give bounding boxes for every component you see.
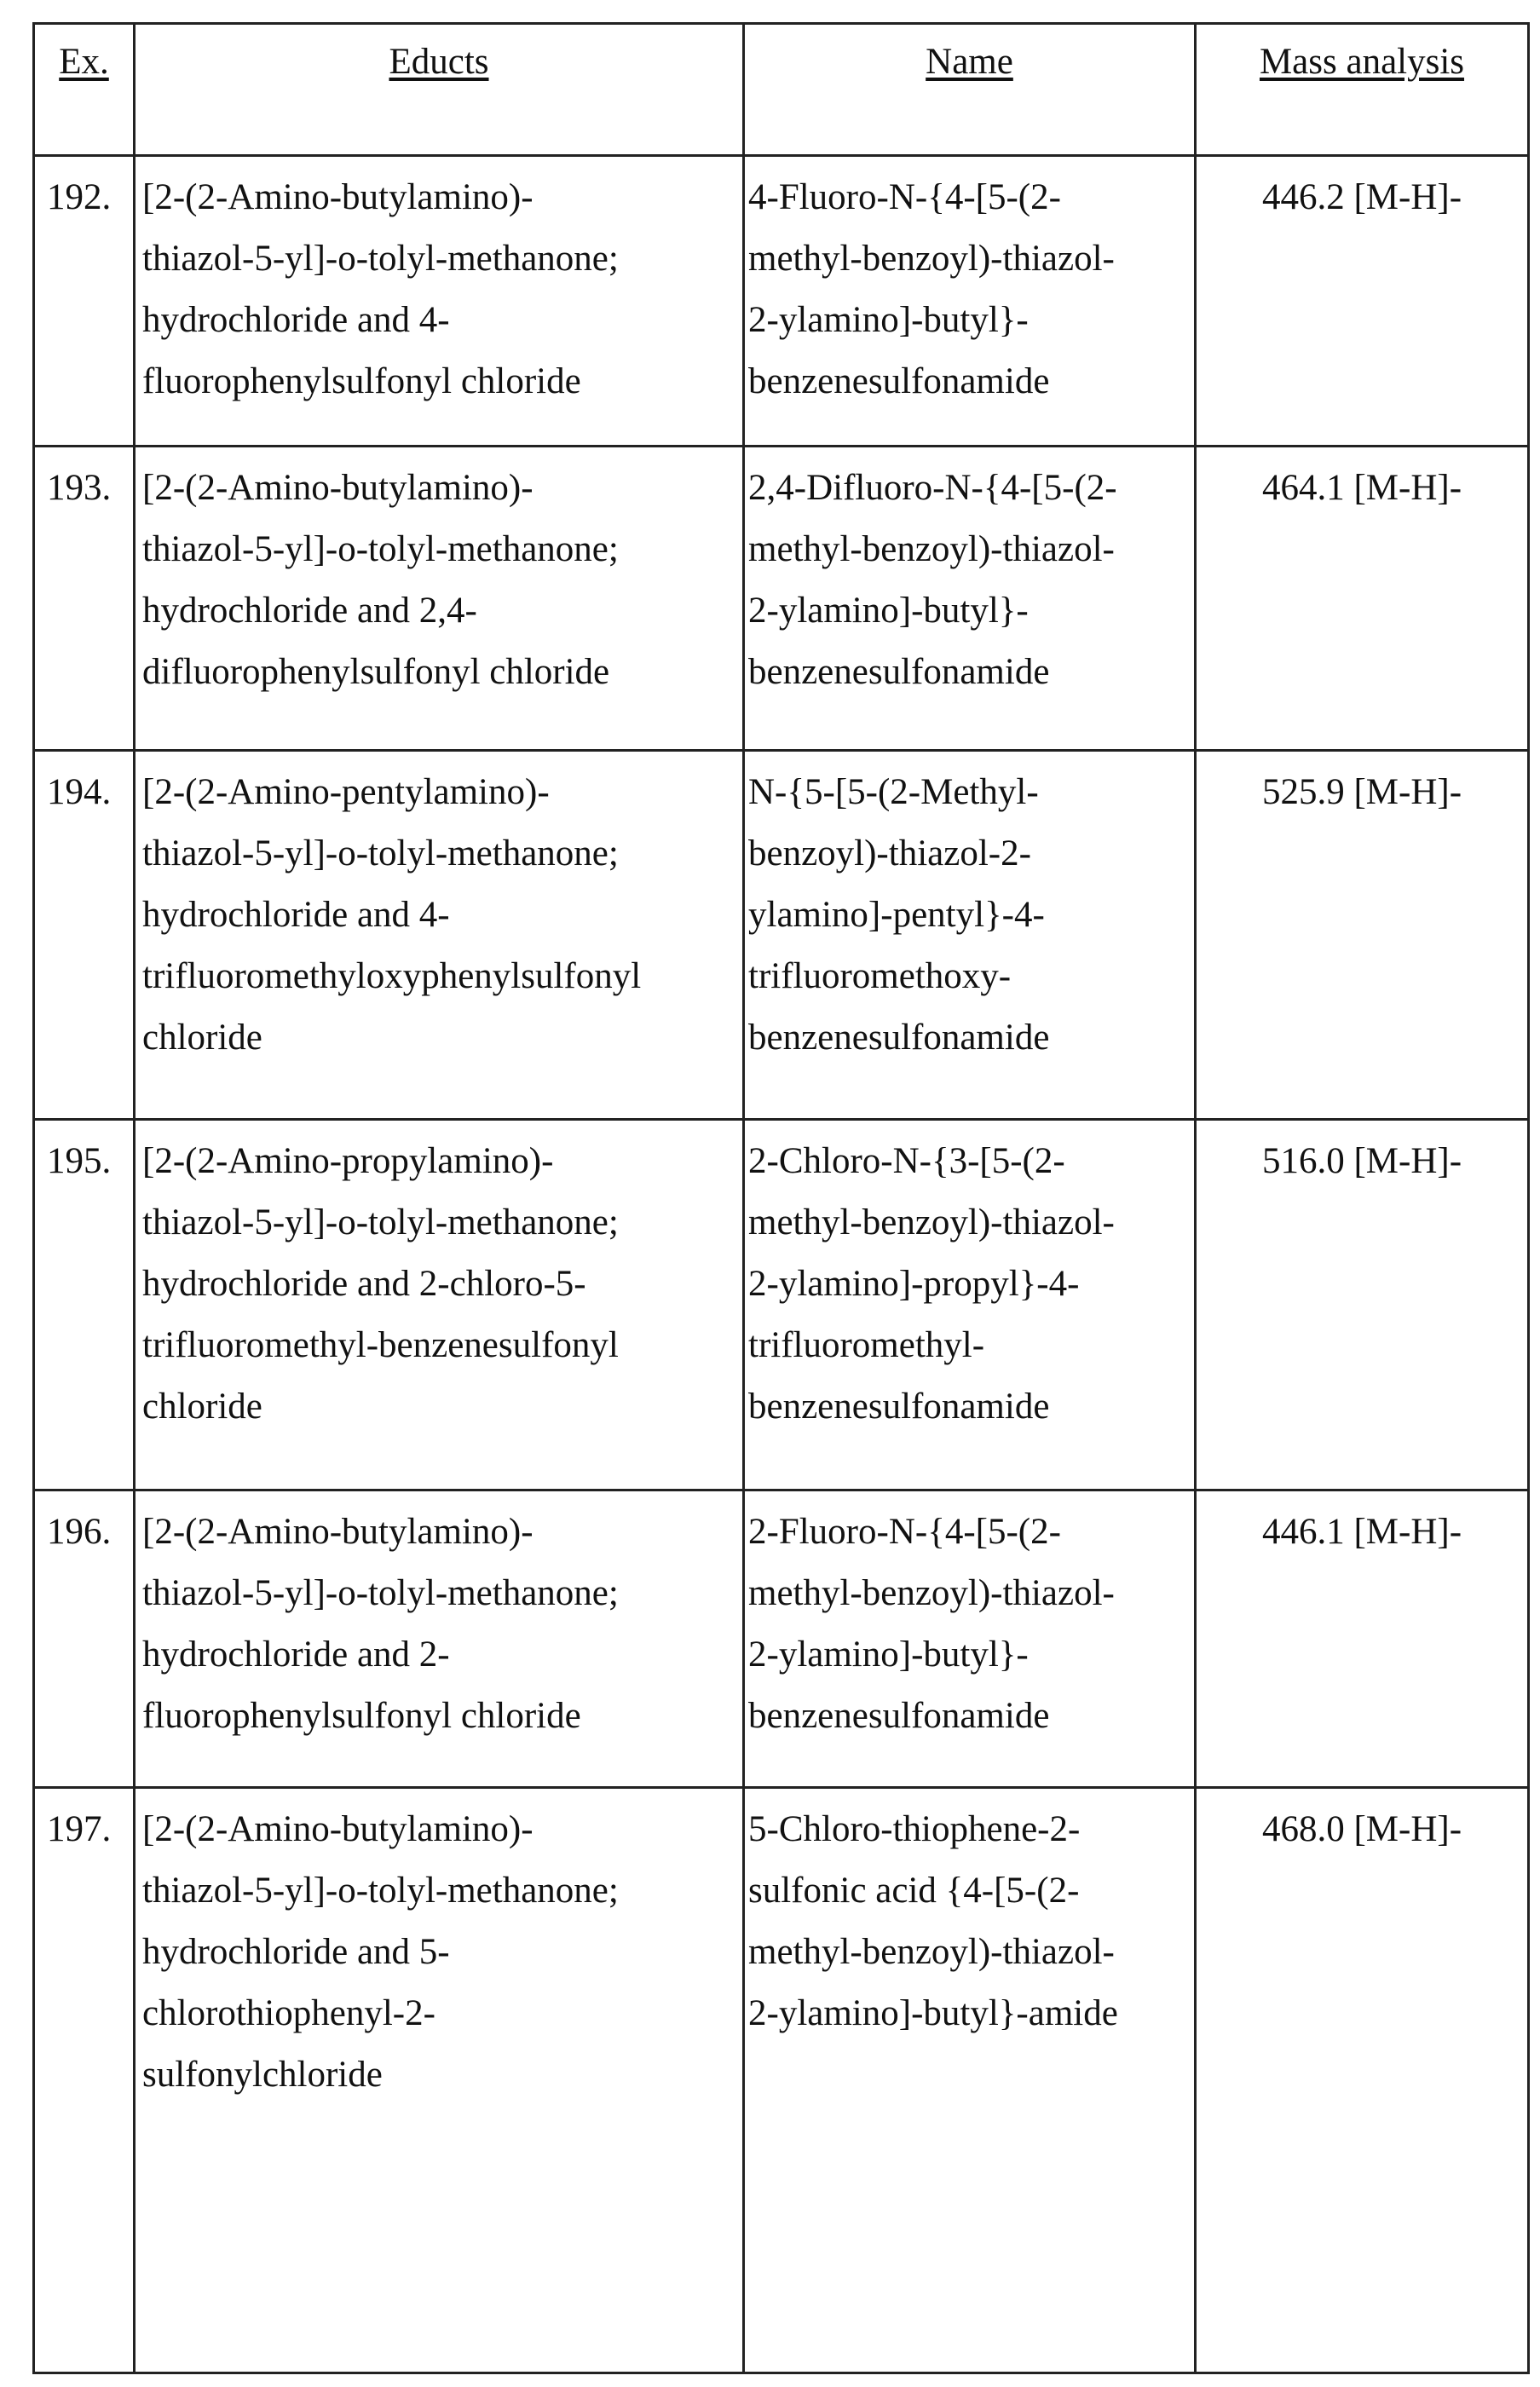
- mass-analysis-cell: 468.0 [M-H]-: [1196, 1788, 1529, 2373]
- mass-analysis-cell: 516.0 [M-H]-: [1196, 1120, 1529, 1490]
- example-number: 194.: [34, 751, 135, 1120]
- table-row: [34, 447, 1529, 751]
- example-number: 192.: [34, 156, 135, 447]
- table-row: [34, 1490, 1529, 1788]
- header-row: [34, 24, 1529, 156]
- header-ex: Ex.: [34, 24, 135, 156]
- mass-analysis-cell: 464.1 [M-H]-: [1196, 447, 1529, 751]
- educts-cell: [2-(2-Amino-propylamino)- thiazol-5-yl]-o-tolyl-methanone; hydrochloride and 2-chloro-5- trifluoromethyl-benzenesulfonyl chloride: [135, 1120, 744, 1490]
- example-number: 196.: [34, 1490, 135, 1788]
- example-number: 197.: [34, 1788, 135, 2373]
- table-row: [34, 1788, 1529, 2373]
- example-number: 193.: [34, 447, 135, 751]
- compound-name-cell: N-{5-[5-(2-Methyl- benzoyl)-thiazol-2- ylamino]-pentyl}-4- trifluoromethoxy- benzenesulfonamide: [744, 751, 1196, 1120]
- compound-name-cell: 4-Fluoro-N-{4-[5-(2- methyl-benzoyl)-thiazol- 2-ylamino]-butyl}- benzenesulfonamide: [744, 156, 1196, 447]
- table-row: [34, 156, 1529, 447]
- header-name: Name: [744, 24, 1196, 156]
- compound-table: [32, 22, 1530, 2374]
- example-number: 195.: [34, 1120, 135, 1490]
- header-educts: Educts: [135, 24, 744, 156]
- table-row: [34, 1120, 1529, 1490]
- table-row: [34, 751, 1529, 1120]
- educts-cell: [2-(2-Amino-butylamino)- thiazol-5-yl]-o-tolyl-methanone; hydrochloride and 2,4- difluorophenylsulfonyl chloride: [135, 447, 744, 751]
- educts-cell: [2-(2-Amino-butylamino)- thiazol-5-yl]-o-tolyl-methanone; hydrochloride and 4- fluorophenylsulfonyl chloride: [135, 156, 744, 447]
- educts-cell: [2-(2-Amino-butylamino)- thiazol-5-yl]-o-tolyl-methanone; hydrochloride and 5- chlorothiophenyl-2- sulfonylchloride: [135, 1788, 744, 2373]
- compound-name-cell: 2,4-Difluoro-N-{4-[5-(2- methyl-benzoyl)-thiazol- 2-ylamino]-butyl}- benzenesulfonamide: [744, 447, 1196, 751]
- educts-cell: [2-(2-Amino-pentylamino)- thiazol-5-yl]-o-tolyl-methanone; hydrochloride and 4- trifluoromethyloxyphenylsulfonyl chloride: [135, 751, 744, 1120]
- header-mass: Mass analysis: [1196, 24, 1529, 156]
- mass-analysis-cell: 446.1 [M-H]-: [1196, 1490, 1529, 1788]
- educts-cell: [2-(2-Amino-butylamino)- thiazol-5-yl]-o-tolyl-methanone; hydrochloride and 2- fluorophenylsulfonyl chloride: [135, 1490, 744, 1788]
- mass-analysis-cell: 446.2 [M-H]-: [1196, 156, 1529, 447]
- mass-analysis-cell: 525.9 [M-H]-: [1196, 751, 1529, 1120]
- compound-name-cell: 2-Fluoro-N-{4-[5-(2- methyl-benzoyl)-thiazol- 2-ylamino]-butyl}- benzenesulfonamide: [744, 1490, 1196, 1788]
- compound-name-cell: 2-Chloro-N-{3-[5-(2- methyl-benzoyl)-thiazol- 2-ylamino]-propyl}-4- trifluoromethyl- benzenesulfonamide: [744, 1120, 1196, 1490]
- compound-name-cell: 5-Chloro-thiophene-2- sulfonic acid {4-[5-(2- methyl-benzoyl)-thiazol- 2-ylamino]-butyl}-amide: [744, 1788, 1196, 2373]
